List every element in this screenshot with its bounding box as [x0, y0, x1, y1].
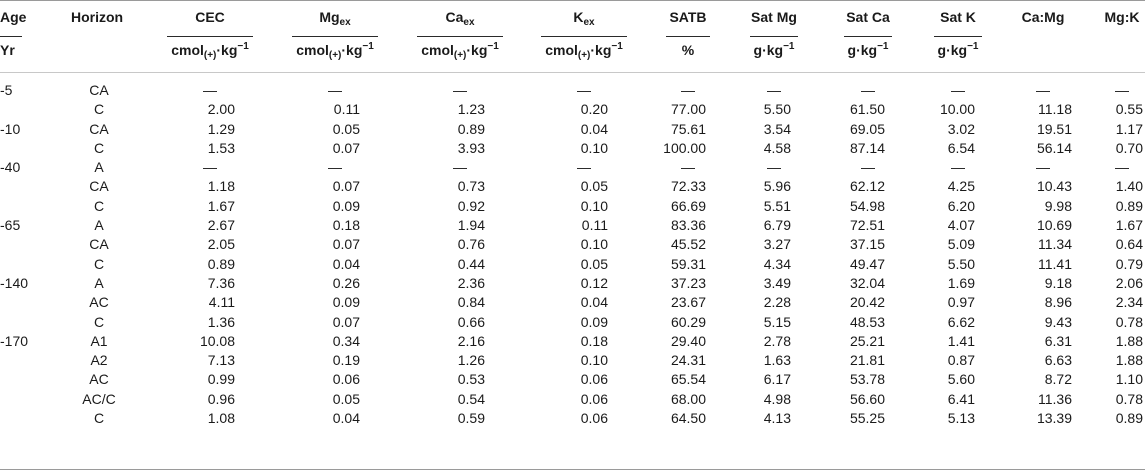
unit-sat-mg: $g\cdot kg^{-1}$	[753, 41, 795, 58]
cell-value: 8.72	[1044, 371, 1072, 388]
cell-value: 0.04	[332, 410, 360, 427]
cell-value: 8.96	[1044, 294, 1072, 311]
cell-age: -65	[0, 217, 21, 234]
cell-value: 5.50	[947, 255, 975, 272]
cell-value: 0.70	[1115, 139, 1143, 156]
cell-value: 56.60	[849, 390, 885, 407]
cell-value: 1.29	[207, 120, 235, 137]
cell-value: 4.07	[947, 217, 975, 234]
cell-horizon: CA	[89, 236, 109, 253]
cell-value: 3.49	[763, 274, 791, 291]
table-row	[0, 176, 1145, 195]
header-sat-mg: Sat Mg	[751, 9, 797, 25]
cell-value: 0.78	[1115, 390, 1143, 407]
cell-value: 20.42	[849, 294, 885, 311]
unit-satb: %	[681, 42, 695, 58]
header-mg: $Mg_{ex}$	[319, 9, 351, 28]
cell-value: —	[861, 159, 875, 176]
cell-value: 1.18	[207, 178, 235, 195]
cell-value: 0.10	[580, 236, 608, 253]
cell-value: 21.81	[849, 352, 885, 369]
cell-value: 45.52	[670, 236, 706, 253]
cell-value: 1.36	[207, 313, 235, 330]
table-row	[0, 350, 1145, 369]
cell-value: 0.05	[580, 178, 608, 195]
cell-value: 6.79	[763, 217, 791, 234]
cell-value: 62.12	[849, 178, 885, 195]
cell-value: —	[951, 159, 965, 176]
cell-value: 9.43	[1044, 313, 1072, 330]
table-row	[0, 215, 1145, 234]
cell-value: 0.10	[580, 352, 608, 369]
cell-value: 0.09	[332, 294, 360, 311]
cell-value: 1.63	[763, 352, 791, 369]
cell-value: 2.06	[1115, 274, 1143, 291]
cell-value: 0.07	[332, 313, 360, 330]
header-sat-ca: Sat Ca	[846, 9, 890, 25]
underline-cec	[167, 36, 253, 37]
cell-value: 72.33	[670, 178, 706, 195]
cell-value: 6.63	[1044, 352, 1072, 369]
cell-value: 1.26	[457, 352, 485, 369]
cell-value: —	[1036, 82, 1050, 98]
unit-sat-ca: $g\cdot kg^{-1}$	[847, 41, 889, 58]
header-mg-k: Mg:K	[1104, 9, 1140, 25]
cell-value: 0.89	[207, 255, 235, 272]
cell-value: 2.05	[207, 236, 235, 253]
cell-age: -140	[0, 274, 29, 291]
cell-value: 69.05	[849, 120, 885, 137]
cell-value: 77.00	[670, 101, 706, 118]
table-row	[0, 99, 1145, 118]
cell-value: 0.10	[580, 197, 608, 214]
cell-horizon: AC	[89, 371, 109, 388]
table-row	[0, 292, 1145, 311]
cell-value: 37.23	[670, 274, 706, 291]
cell-value: 11.36	[1038, 390, 1072, 407]
cell-value: 4.25	[947, 178, 975, 195]
cell-value: 0.99	[207, 371, 235, 388]
cell-value: 0.53	[457, 371, 485, 388]
cell-value: 0.89	[457, 120, 485, 137]
cell-age: -170	[0, 332, 29, 349]
cell-value: —	[681, 159, 695, 176]
cell-value: 1.67	[207, 197, 235, 214]
table-row	[0, 254, 1145, 273]
cell-value: 0.06	[580, 410, 608, 427]
cell-horizon: AC/C	[82, 390, 116, 407]
header-ca: $Ca_{ex}$	[445, 9, 475, 28]
table-bottom-rule	[0, 469, 1145, 470]
cell-value: 25.21	[849, 332, 885, 349]
cell-value: 0.84	[457, 294, 485, 311]
cell-value: —	[453, 82, 467, 98]
cell-value: 2.36	[457, 274, 485, 291]
cell-value: 6.54	[947, 139, 975, 156]
cell-value: 0.04	[580, 294, 608, 311]
header-separator	[0, 72, 1145, 73]
cell-value: 0.05	[332, 120, 360, 137]
header-age: Age	[0, 9, 27, 25]
cell-value: 100.00	[663, 139, 706, 156]
cell-value: 0.05	[580, 255, 608, 272]
cell-value: 0.18	[332, 217, 360, 234]
cell-value: 0.06	[580, 371, 608, 388]
cell-value: —	[328, 159, 342, 176]
cell-value: 4.58	[763, 139, 791, 156]
cell-value: 10.00	[939, 101, 975, 118]
cell-value: 3.54	[763, 120, 791, 137]
cell-value: 87.14	[849, 139, 885, 156]
table-row	[0, 119, 1145, 138]
table-row	[0, 196, 1145, 215]
underline-sat-ca	[844, 36, 892, 37]
cell-value: 0.07	[332, 139, 360, 156]
cell-value: 0.92	[457, 197, 485, 214]
header-k: $K_{ex}$	[573, 9, 595, 28]
table-row	[0, 369, 1145, 388]
table-row	[0, 273, 1145, 292]
cell-value: 54.98	[849, 197, 885, 214]
cell-value: 0.87	[947, 352, 975, 369]
cell-value: 0.09	[332, 197, 360, 214]
underline-sat-mg	[750, 36, 798, 37]
cell-value: 6.31	[1044, 332, 1072, 349]
cell-value: 0.07	[332, 178, 360, 195]
header-cec: CEC	[195, 9, 225, 25]
cell-value: 59.31	[670, 255, 706, 272]
cell-value: 23.67	[670, 294, 706, 311]
underline-satb	[666, 36, 710, 37]
cell-value: 0.34	[332, 332, 360, 349]
cell-value: 83.36	[670, 217, 706, 234]
cell-value: 0.06	[580, 390, 608, 407]
cell-value: 0.76	[457, 236, 485, 253]
cell-value: 0.11	[333, 101, 360, 118]
cell-value: —	[951, 82, 965, 98]
cell-age: -5	[0, 82, 13, 98]
cell-value: 37.15	[849, 236, 885, 253]
cell-horizon: C	[93, 313, 105, 330]
cell-value: —	[861, 82, 875, 98]
cell-value: 0.12	[580, 274, 608, 291]
cell-value: 1.88	[1115, 352, 1143, 369]
underline-ca	[417, 36, 503, 37]
cell-value: 49.47	[849, 255, 885, 272]
cell-value: 5.51	[763, 197, 791, 214]
cell-value: 2.34	[1115, 294, 1143, 311]
table-row	[0, 331, 1145, 350]
underline-sat-k	[934, 36, 982, 37]
cell-value: 2.00	[207, 101, 235, 118]
header-ca-mg: Ca:Mg	[1021, 9, 1065, 25]
cell-horizon: C	[93, 197, 105, 214]
cell-value: 6.62	[947, 313, 975, 330]
cell-value: —	[453, 159, 467, 176]
cell-age: -40	[0, 159, 21, 176]
cell-value: 6.41	[947, 390, 975, 407]
cell-horizon: A	[94, 274, 104, 291]
cell-value: 4.34	[763, 255, 791, 272]
underline-mg	[292, 36, 378, 37]
cell-value: 0.97	[947, 294, 975, 311]
cell-value: 0.07	[332, 236, 360, 253]
cell-value: 55.25	[849, 410, 885, 427]
cell-horizon: CA	[89, 82, 109, 98]
cell-value: 0.18	[580, 332, 608, 349]
cell-value: 1.94	[457, 217, 485, 234]
cell-value: 2.78	[763, 332, 791, 349]
cell-value: 0.73	[457, 178, 485, 195]
cell-value: 1.40	[1115, 178, 1143, 195]
cell-value: 9.18	[1044, 274, 1072, 291]
cell-value: 75.61	[670, 120, 706, 137]
unit-cec: $cmol_{(+)}\cdot kg^{-1}$	[171, 41, 249, 61]
cell-value: 0.66	[457, 313, 485, 330]
cell-value: 11.34	[1038, 236, 1072, 253]
cell-value: 2.67	[207, 217, 235, 234]
cell-horizon: C	[93, 410, 105, 427]
cell-value: 0.89	[1115, 197, 1143, 214]
cell-value: —	[681, 82, 695, 98]
cell-value: 0.19	[332, 352, 360, 369]
cell-value: 0.10	[580, 139, 608, 156]
underline-k	[541, 36, 627, 37]
cell-value: 5.09	[947, 236, 975, 253]
cell-horizon: AC	[89, 294, 109, 311]
header-satb: SATB	[669, 9, 707, 25]
cell-value: 6.20	[947, 197, 975, 214]
cell-value: 0.96	[207, 390, 235, 407]
cell-value: 29.40	[670, 332, 706, 349]
header-sat-k: Sat K	[940, 9, 976, 25]
cell-value: —	[203, 159, 217, 176]
cell-value: 4.98	[763, 390, 791, 407]
cell-value: 0.54	[457, 390, 485, 407]
cell-value: 0.11	[581, 217, 608, 234]
cell-horizon: C	[93, 101, 105, 118]
cell-value: 0.06	[332, 371, 360, 388]
cell-value: 0.89	[1115, 410, 1143, 427]
unit-k: $cmol_{(+)}\cdot kg^{-1}$	[545, 41, 623, 61]
cell-value: 4.11	[208, 294, 235, 311]
cell-value: 0.79	[1115, 255, 1143, 272]
cell-horizon: A	[94, 217, 104, 234]
underline-age	[0, 36, 22, 37]
cell-value: 1.17	[1115, 120, 1143, 137]
unit-mg: $cmol_{(+)}\cdot kg^{-1}$	[296, 41, 374, 61]
cell-value: —	[328, 82, 342, 98]
header-horizon: Horizon	[71, 9, 124, 25]
unit-sat-k: $g\cdot kg^{-1}$	[937, 41, 979, 58]
cell-value: 66.69	[670, 197, 706, 214]
table-row	[0, 408, 1145, 427]
cell-value: 2.28	[763, 294, 791, 311]
cell-value: —	[1036, 159, 1050, 176]
cell-value: 5.60	[947, 371, 975, 388]
cell-horizon: C	[93, 255, 105, 272]
cell-value: 13.39	[1036, 410, 1072, 427]
cell-value: 4.13	[763, 410, 791, 427]
cell-value: 0.05	[332, 390, 360, 407]
cell-value: 0.64	[1115, 236, 1143, 253]
cell-value: 1.69	[947, 274, 975, 291]
cell-value: 1.67	[1115, 217, 1143, 234]
cell-value: 0.04	[580, 120, 608, 137]
cell-value: —	[1115, 82, 1129, 98]
table-row	[0, 234, 1145, 253]
cell-value: 0.44	[457, 255, 485, 272]
cell-value: —	[577, 159, 591, 176]
cell-value: 5.13	[947, 410, 975, 427]
cell-value: 1.53	[207, 139, 235, 156]
cell-value: 19.51	[1036, 120, 1072, 137]
cell-value: 0.55	[1115, 101, 1143, 118]
cell-value: 53.78	[849, 371, 885, 388]
cell-value: 32.04	[849, 274, 885, 291]
cell-value: 0.20	[580, 101, 608, 118]
cell-horizon: CA	[89, 178, 109, 195]
cell-value: —	[1115, 159, 1129, 176]
cell-value: 3.93	[457, 139, 485, 156]
cell-value: 3.02	[947, 120, 975, 137]
cell-age: -10	[0, 120, 21, 137]
table-row	[0, 157, 1145, 176]
cell-value: 0.59	[457, 410, 485, 427]
cell-value: 64.50	[670, 410, 706, 427]
cell-value: 10.69	[1036, 217, 1072, 234]
cell-value: 56.14	[1036, 139, 1072, 156]
unit-age: Yr	[0, 42, 15, 58]
cell-value: 24.31	[670, 352, 706, 369]
unit-ca: $cmol_{(+)}\cdot kg^{-1}$	[421, 41, 499, 61]
table-row	[0, 312, 1145, 331]
cell-value: 0.04	[332, 255, 360, 272]
cell-value: 7.13	[207, 352, 235, 369]
cell-value: 2.16	[457, 332, 485, 349]
cell-value: 68.00	[670, 390, 706, 407]
cell-value: 6.17	[763, 371, 791, 388]
cell-value: 10.08	[199, 332, 235, 349]
cell-value: 5.15	[763, 313, 791, 330]
table-row	[0, 138, 1145, 157]
cell-value: 61.50	[849, 101, 885, 118]
cell-value: 0.09	[580, 313, 608, 330]
cell-value: 0.78	[1115, 313, 1143, 330]
table-row	[0, 389, 1145, 408]
cell-horizon: A2	[90, 352, 108, 369]
cell-value: 11.18	[1038, 101, 1072, 118]
cell-value: —	[767, 159, 781, 176]
cell-value: 10.43	[1036, 178, 1072, 195]
cell-horizon: CA	[89, 120, 109, 137]
cell-value: 48.53	[849, 313, 885, 330]
cell-value: 1.08	[207, 410, 235, 427]
cell-value: 65.54	[670, 371, 706, 388]
cell-value: 5.50	[763, 101, 791, 118]
cell-value: —	[203, 82, 217, 98]
cell-value: 1.41	[947, 332, 975, 349]
cell-value: —	[767, 82, 781, 98]
cell-value: 9.98	[1044, 197, 1072, 214]
cell-value: 7.36	[207, 274, 235, 291]
cell-horizon: C	[93, 139, 105, 156]
cell-value: 1.10	[1115, 371, 1143, 388]
cell-value: —	[577, 82, 591, 98]
cell-horizon: A1	[90, 332, 108, 349]
cell-horizon: A	[94, 159, 104, 176]
cell-value: 5.96	[763, 178, 791, 195]
cell-value: 72.51	[849, 217, 885, 234]
cell-value: 3.27	[763, 236, 791, 253]
cell-value: 1.88	[1115, 332, 1143, 349]
cell-value: 11.41	[1038, 255, 1072, 272]
table-body	[0, 80, 1145, 427]
table-top-rule	[0, 0, 1145, 1]
cell-value: 60.29	[670, 313, 706, 330]
cell-value: 0.26	[332, 274, 360, 291]
table-row	[0, 80, 1145, 99]
cell-value: 1.23	[457, 101, 485, 118]
